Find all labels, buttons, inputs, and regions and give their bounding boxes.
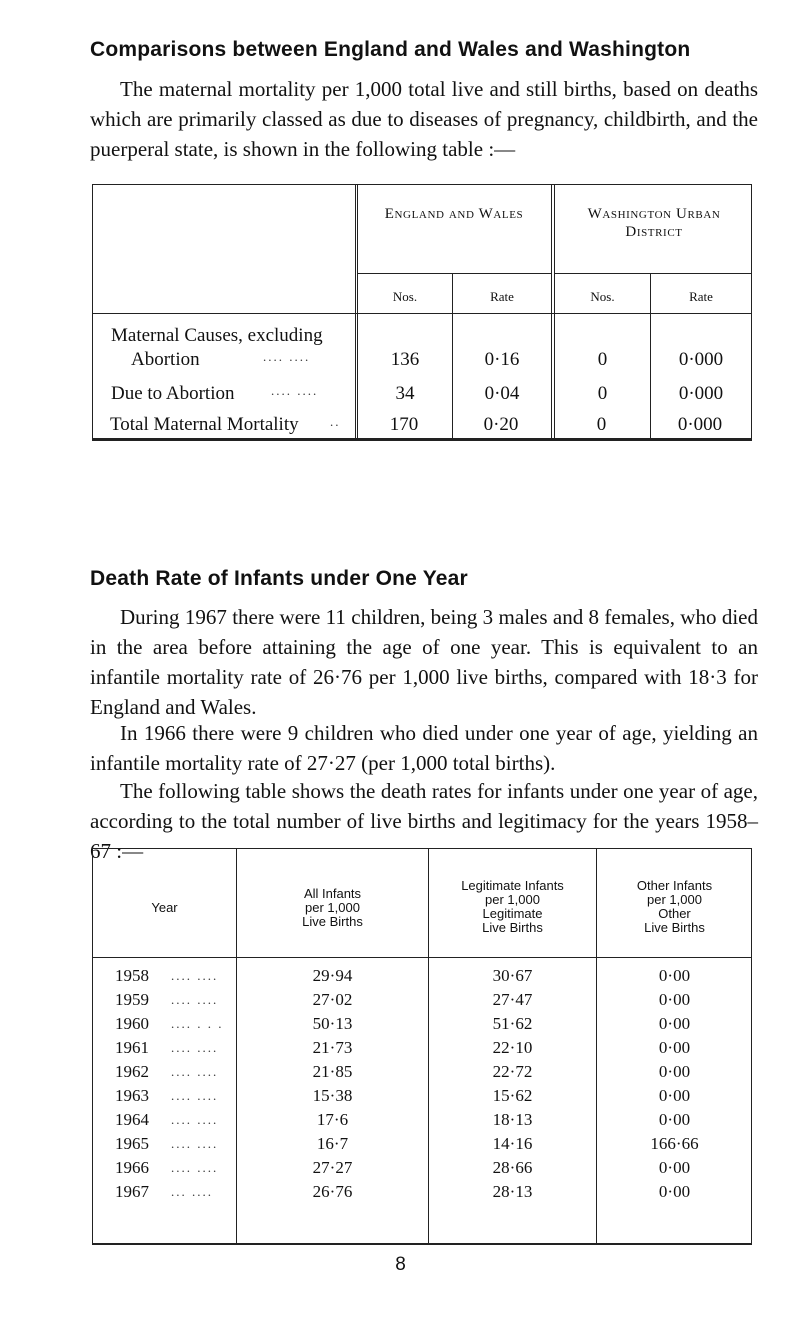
section-heading-infant-death-rate: Death Rate of Infants under One Year	[90, 567, 468, 590]
cell-wa-nos: 0	[597, 383, 608, 404]
row-label-total-maternal: Total Maternal Mortality	[110, 414, 299, 435]
infant-death-rate-table	[92, 848, 752, 1243]
infant-paragraph-table-intro: The following table shows the death rates for infants under one year of age, according to the total number of live births and legitimacy for the years 1958–67 :—	[90, 779, 758, 863]
maternal-total-row	[92, 184, 752, 446]
maternal-mortality-paragraph: The maternal mortality per 1,000 total live and still births, based on deaths which are primarily classed as due to diseases of pregnancy, childbirth, and the puerperal state, is shown in the following table :—	[90, 77, 758, 161]
table-row: 1966 .... .... 27·27 28·66 0·00	[115, 1158, 691, 1177]
section-heading-comparisons: Comparisons between England and Wales and Washington	[90, 38, 691, 61]
header-other-infants: Other Infants per 1,000 Other Live Births	[636, 878, 713, 935]
row-label-due-to-abortion: Due to Abortion	[111, 383, 235, 404]
infant-paragraph-1967: During 1967 there were 11 children, being 3 males and 8 females, who died in the area before attaining the age of one year. This is equivalent to an infantile mortality rate of 26·76 per 1,000 live births, compared with 18·3 for England and Wales.	[90, 605, 758, 719]
column-group-washington: Washington Urban District	[587, 206, 721, 240]
leader-dots: ..	[330, 414, 341, 429]
table-row: 1965 .... .... 16·7 14·16 166·66	[115, 1134, 699, 1153]
table-row: 1961 .... .... 21·73 22·10 0·00	[115, 1038, 691, 1057]
table-row: 1962 .... .... 21·85 22·72 0·00	[115, 1062, 691, 1081]
cell-wa-rate: 0·000	[678, 383, 724, 404]
leader-dots: .... ....	[263, 349, 311, 364]
header-ew-nos: Nos.	[392, 289, 418, 304]
header-wa-rate: Rate	[689, 289, 713, 304]
cell-ew-nos: 34	[395, 383, 415, 404]
table-row: 1964 .... .... 17·6 18·13 0·00	[115, 1110, 691, 1129]
leader-dots: .... ....	[271, 383, 319, 398]
cell-ew-nos: 170	[389, 414, 419, 435]
row-label-maternal-causes: Maternal Causes, excluding	[111, 325, 323, 346]
header-ew-rate: Rate	[490, 289, 514, 304]
page-number: 8	[395, 1254, 406, 1275]
header-year: Year	[151, 900, 178, 915]
cell-ew-rate: 0·20	[483, 414, 519, 435]
cell-wa-nos: 0	[596, 414, 607, 435]
header-legitimate-infants: Legitimate Infants per 1,000 Legitimate Live Births	[461, 878, 564, 935]
cell-ew-rate: 0·04	[484, 383, 520, 404]
table-row: 1967 ... .... 26·76 28·13 0·00	[115, 1182, 691, 1201]
header-all-infants: All Infants per 1,000 Live Births	[302, 886, 363, 929]
cell-wa-rate: 0·000	[678, 349, 724, 370]
table-row: 1960 .... . . . 50·13 51·62 0·00	[115, 1014, 691, 1033]
cell-ew-nos: 136	[390, 349, 420, 370]
cell-wa-nos: 0	[597, 349, 608, 370]
table-row: 1958 .... .... 29·94 30·67 0·00	[115, 966, 691, 985]
cell-ew-rate: 0·16	[484, 349, 520, 370]
table-bottom-rule	[92, 438, 752, 441]
row-label-abortion: Abortion	[131, 349, 200, 370]
table-row: 1963 .... .... 15·38 15·62 0·00	[115, 1086, 691, 1105]
header-wa-nos: Nos.	[590, 289, 615, 304]
table-row: 1959 .... .... 27·02 27·47 0·00	[115, 990, 691, 1009]
column-group-england-wales: England and Wales	[384, 206, 524, 222]
infant-paragraph-1966: In 1966 there were 9 children who died under one year of age, yielding an infantile mortality rate of 27·27 (per 1,000 total births).	[90, 721, 758, 775]
cell-wa-rate: 0·000	[677, 414, 723, 435]
